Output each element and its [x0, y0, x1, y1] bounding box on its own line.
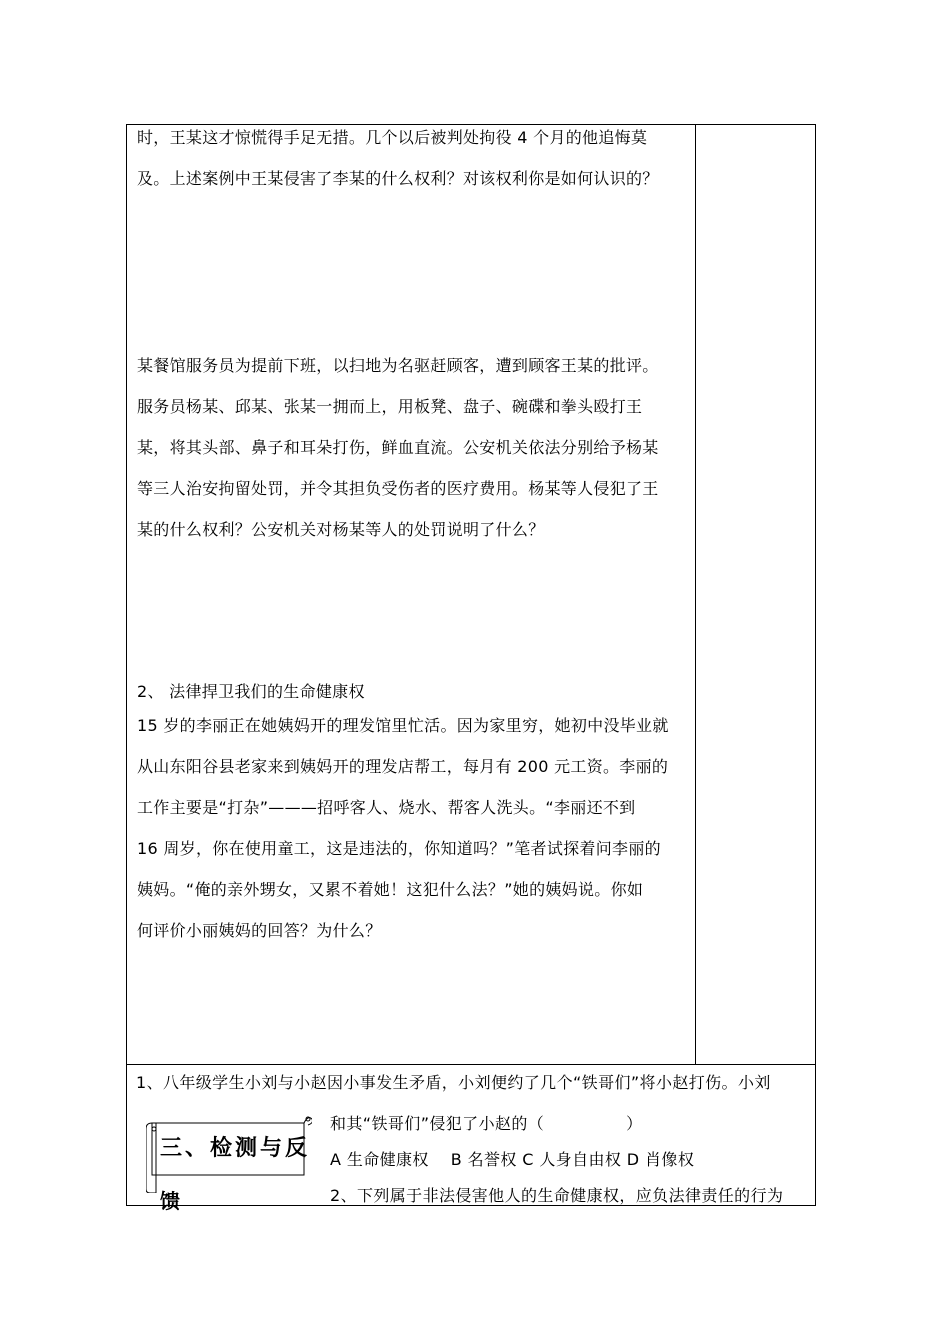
case1-text: [137, 117, 659, 199]
paragraph-line: 16 周岁，你在使用童工，这是违法的，你知道吗？”笔者试探着问李丽的: [137, 839, 661, 858]
question-1-line-1: 1、八年级学生小刘与小赵因小事发生矛盾，小刘便约了几个“铁哥们”将小赵打伤。小刘: [136, 1073, 771, 1092]
column-divider: [695, 124, 696, 1065]
paragraph-line: 等三人治安拘留处罚，并令其担负受伤者的医疗费用。杨某等人侵犯了王: [137, 479, 659, 498]
paragraph-line: 从山东阳谷县老家来到姨妈开的理发店帮工，每月有 200 元工资。李丽的: [137, 757, 669, 776]
paragraph-line: 某的什么权利？公安机关对杨某等人的处罚说明了什么？: [137, 520, 545, 539]
paragraph-line: 何评价小丽姨妈的回答？为什么？: [137, 921, 382, 940]
question-1-options: A 生命健康权 B 名誉权 C 人身自由权 D 肖像权: [330, 1150, 695, 1169]
table-frame: [126, 124, 816, 1206]
section-heading: 2、 法律捍卫我们的生命健康权: [137, 682, 365, 701]
banner-title: 三、检测与反: [160, 1136, 311, 1161]
paragraph-line: 某餐馆服务员为提前下班，以扫地为名驱赶顾客，遭到顾客王某的批评。: [137, 356, 659, 375]
row-divider: [126, 1064, 816, 1065]
paragraph-line: 时，王某这才惊慌得手足无措。几个以后被判处拘役 4 个月的他追悔莫: [137, 128, 648, 147]
section2-text: [137, 705, 669, 951]
question-2-line-1: 2、下列属于非法侵害他人的生命健康权，应负法律责任的行为: [330, 1186, 784, 1205]
paragraph-line: 某，将其头部、鼻子和耳朵打伤，鲜血直流。公安机关依法分别给予杨某: [137, 438, 659, 457]
paragraph-line: 工作主要是“打杂”———招呼客人、烧水、帮客人洗头。“李丽还不到: [137, 798, 636, 817]
paragraph-line: 15 岁的李丽正在她姨妈开的理发馆里忙活。因为家里穷，她初中没毕业就: [137, 716, 669, 735]
question-1-line-2: 和其“铁哥们”侵犯了小赵的（ ）: [330, 1114, 643, 1133]
section-banner: [146, 1115, 312, 1213]
case2-text: [137, 345, 659, 550]
paragraph-line: 姨妈。“俺的亲外甥女，又累不着她！这犯什么法？”她的姨妈说。你如: [137, 880, 644, 899]
banner-title-tail: 馈: [160, 1189, 180, 1213]
paragraph-line: 服务员杨某、邱某、张某一拥而上，用板凳、盘子、碗碟和拳头殴打王: [137, 397, 643, 416]
paragraph-line: 及。上述案例中王某侵害了李某的什么权利？对该权利你是如何认识的？: [137, 169, 659, 188]
